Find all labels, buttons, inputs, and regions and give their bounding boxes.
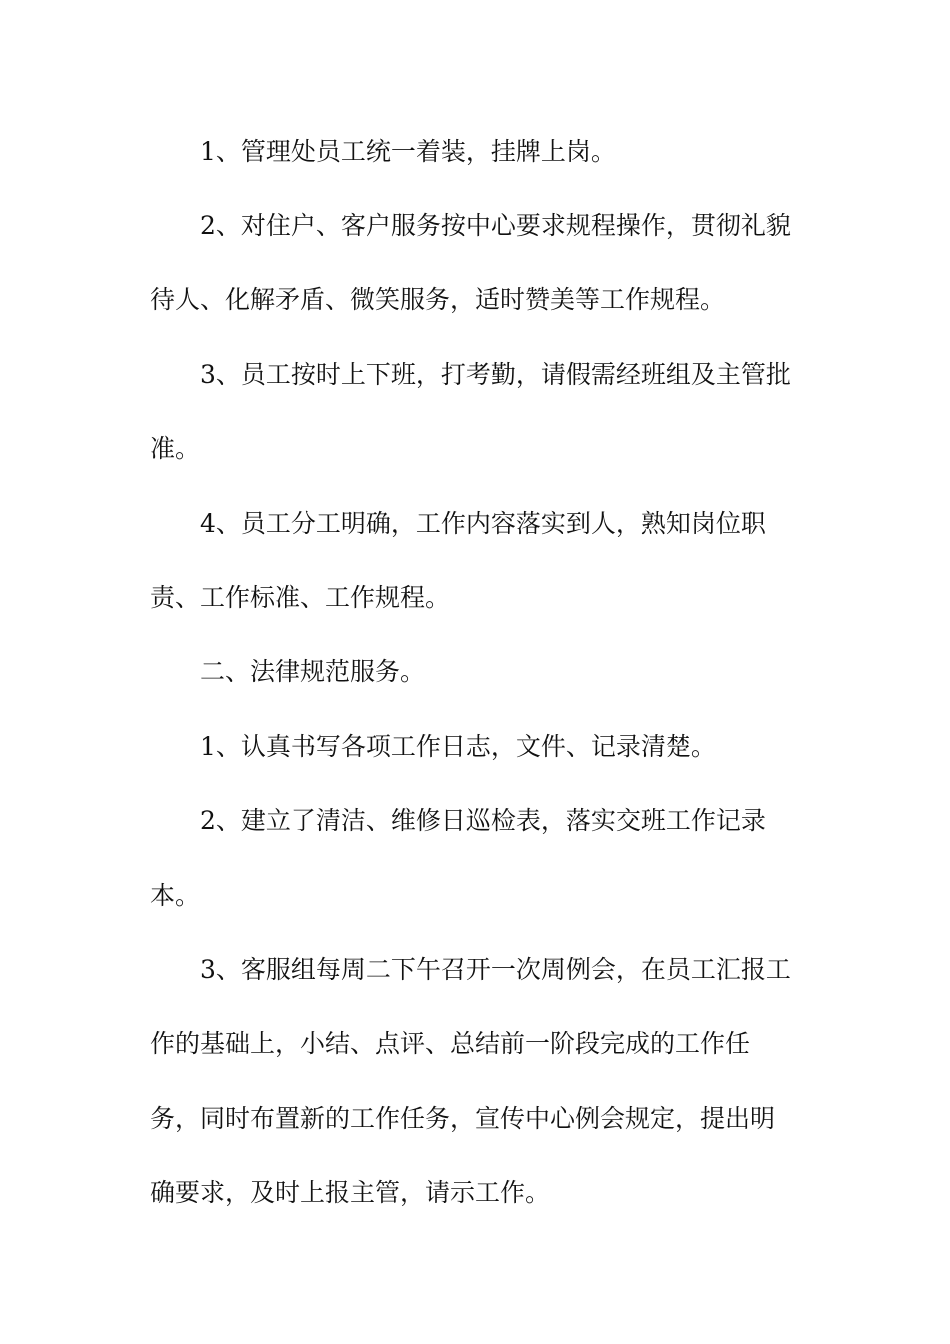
text-line: 作的基础上，小结、点评、总结前一阶段完成的工作任 (150, 1029, 751, 1058)
text-line: 2、建立了清洁、维修日巡检表，落实交班工作记录 (200, 806, 766, 835)
text-line: 1、管理处员工统一着装，挂牌上岗。 (200, 137, 616, 166)
text-line: 2、对住户、客户服务按中心要求规程操作，贯彻礼貌 (200, 211, 791, 240)
text-line: 本。 (150, 881, 201, 910)
text-line: 待人、化解矛盾、微笑服务，适时赞美等工作规程。 (150, 285, 726, 314)
section-heading: 二、法律规范服务。 (200, 657, 426, 686)
text-line: 3、员工按时上下班，打考勤，请假需经班组及主管批 (200, 360, 791, 389)
text-line: 1、认真书写各项工作日志，文件、记录清楚。 (200, 732, 716, 761)
text-line: 责、工作标准、工作规程。 (150, 583, 451, 612)
text-line: 3、客服组每周二下午召开一次周例会，在员工汇报工 (200, 955, 791, 984)
text-line: 务，同时布置新的工作任务，宣传中心例会规定，提出明 (150, 1104, 776, 1133)
text-line: 4、员工分工明确，工作内容落实到人，熟知岗位职 (200, 509, 766, 538)
text-line: 确要求，及时上报主管，请示工作。 (150, 1178, 551, 1207)
text-line: 准。 (150, 434, 201, 463)
